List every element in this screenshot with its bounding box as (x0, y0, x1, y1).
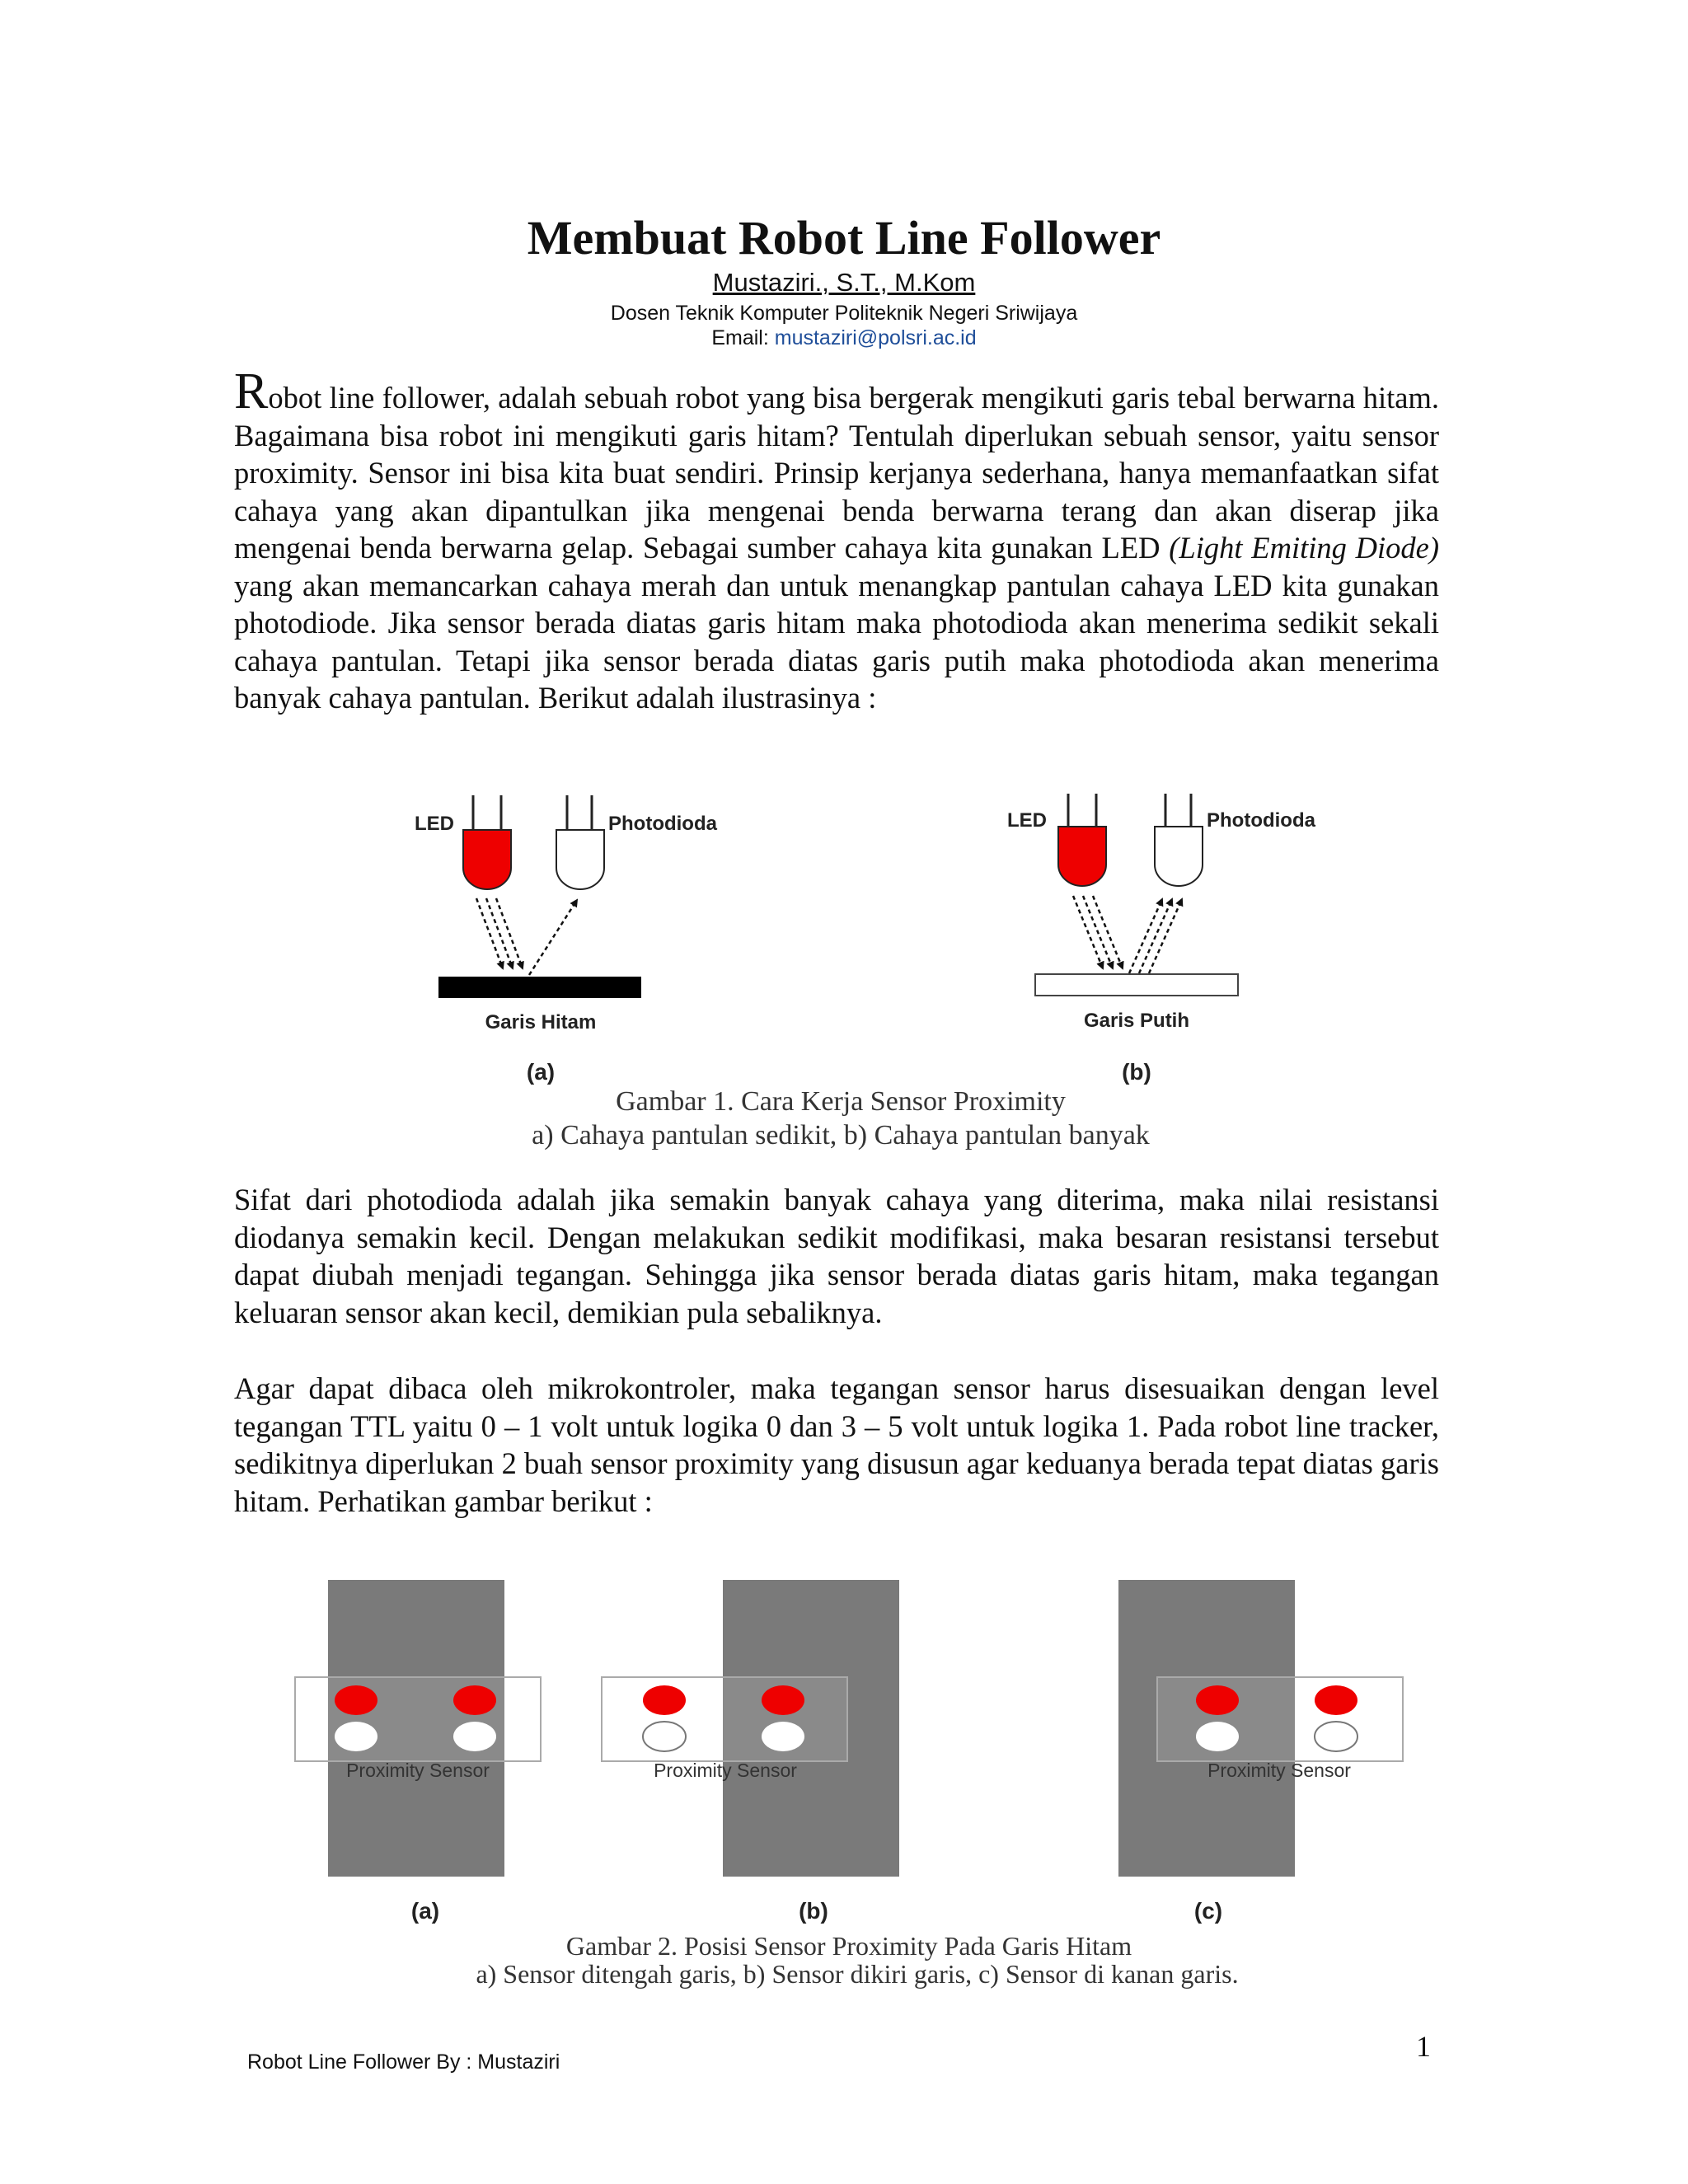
figure-2-caption-title: Gambar 2. Posisi Sensor Proximity Pada Garis Hitam (565, 1931, 1132, 1961)
author-affiliation: Dosen Teknik Komputer Politeknik Negeri Sriwijaya (610, 302, 1078, 325)
surface-label-b: Garis Putih (1083, 1010, 1190, 1032)
sensor-label-b: Proximity Sensor (654, 1760, 797, 1781)
figure-1-panel-a (415, 795, 718, 1085)
email-link[interactable]: mustaziri@polsri.ac.id (774, 326, 977, 349)
photodiode-icon (1196, 1722, 1239, 1751)
figure-1 (387, 771, 1315, 1158)
paragraph-intro-text-1: obot line follower, adalah sebuah robot yang bisa bergerak mengikuti garis tebal berwarna hitam. Bagaimana bisa robot ini mengikuti garis hitam? Tentulah diperlukan sebuah sensor, yaitu sensor proximity. Sensor ini bisa kita buat sendiri. Prinsip kerjanya sederhana, hanya memanfaatkan sifat cahaya yang akan dipantulkan jika mengenai benda berwarna terang dan akan diserap jika mengenai benda berwarna gelap. Sebagai sumber cahaya kita gunakan LED (234, 381, 1439, 565)
figure-1-caption-detail: a) Cahaya pantulan sedikit, b) Cahaya pantulan banyak (532, 1120, 1150, 1151)
led-icon (335, 1685, 377, 1715)
page-number: 1 (1416, 2030, 1431, 2063)
panel-label-b: (b) (1122, 1059, 1151, 1085)
photodiode-icon (1315, 1722, 1357, 1751)
led-icon (1315, 1685, 1357, 1715)
surface-label-a: Garis Hitam (485, 1011, 597, 1033)
led-icon (643, 1685, 686, 1715)
panel-label-b: (b) (799, 1898, 828, 1924)
page-footer: Robot Line Follower By : Mustaziri (247, 2050, 560, 2074)
photodiode-label-a: Photodioda (608, 813, 717, 835)
photodiode-icon (762, 1722, 804, 1751)
author-email-line (0, 326, 1688, 350)
sensor-label-a: Proximity Sensor (346, 1760, 490, 1781)
figure-1-panel-b (1007, 794, 1316, 1085)
author-name: Mustaziri., S.T., M.Kom (712, 268, 976, 297)
paragraph-intro-text-2: yang akan memancarkan cahaya merah dan untuk menangkap pantulan cahaya LED kita gunakan photodiode. Jika sensor berada diatas garis hitam maka photodioda akan menerima sedikit sekali cahaya pantulan. Tetapi jika sensor berada diatas garis putih maka photodioda akan menerima banyak cahaya pantulan. Berikut adalah ilustrasinya : (234, 568, 1439, 715)
photodiode-icon (1155, 827, 1203, 886)
black-line-surface (438, 977, 641, 998)
white-line-surface (1035, 974, 1238, 996)
photodiode-icon (335, 1722, 377, 1751)
led-icon (453, 1685, 496, 1715)
paragraph-ttl-level: Agar dapat dibaca oleh mikrokontroler, maka tegangan sensor harus disesuaikan dengan level tegangan TTL yaitu 0 – 1 volt untuk logika 0 dan 3 – 5 volt untuk logika 1. Pada robot line tracker, sedikitnya diperlukan 2 buah sensor proximity yang disusun agar keduanya berada tepat diatas garis hitam. Perhatikan gambar berikut : (234, 1371, 1439, 1518)
photodiode-icon (556, 830, 604, 889)
figure-2-panel-b (602, 1580, 899, 1924)
photodiode-label-b: Photodioda (1207, 809, 1315, 832)
page-title: Membuat Robot Line Follower (527, 211, 1161, 265)
photodiode-icon (453, 1722, 496, 1751)
paragraph-photodiode: Sifat dari photodioda adalah jika semakin banyak cahaya yang diterima, maka nilai resistansi diodanya semakin kecil. Dengan melakukan sedikit modifikasi, maka besaran resistansi tersebut dapat diubah menjadi tegangan. Sehingga jika sensor berada diatas garis hitam, maka tegangan keluaran sensor akan kecil, demikian pula sebaliknya. (234, 1183, 1439, 1329)
led-label-a: LED (415, 813, 454, 835)
drop-cap: R (234, 363, 269, 419)
figure-2-panel-a (295, 1580, 541, 1924)
paragraph-intro-italic: (Light Emiting Diode) (1169, 531, 1439, 565)
photodiode-icon (643, 1722, 686, 1751)
panel-label-a: (a) (410, 1898, 440, 1924)
figure-2-panel-c (1118, 1580, 1403, 1924)
figure-2 (272, 1533, 1442, 2011)
email-label: Email: (711, 326, 775, 349)
figure-2-caption-detail: a) Sensor ditengah garis, b) Sensor dikiri garis, c) Sensor di kanan garis. (476, 1959, 1239, 1989)
sensor-board (1157, 1677, 1403, 1761)
sensor-board (295, 1677, 541, 1761)
led-icon (1058, 827, 1106, 886)
sensor-board (602, 1677, 847, 1761)
led-icon (463, 830, 511, 889)
panel-label-c: (c) (1193, 1898, 1223, 1924)
sensor-label-c: Proximity Sensor (1207, 1760, 1351, 1781)
panel-label-a: (a) (526, 1059, 556, 1085)
figure-1-caption-title: Gambar 1. Cara Kerja Sensor Proximity (616, 1086, 1066, 1117)
led-icon (1196, 1685, 1239, 1715)
paragraph-intro (234, 363, 1439, 717)
led-icon (762, 1685, 804, 1715)
led-label-b: LED (1007, 809, 1047, 832)
